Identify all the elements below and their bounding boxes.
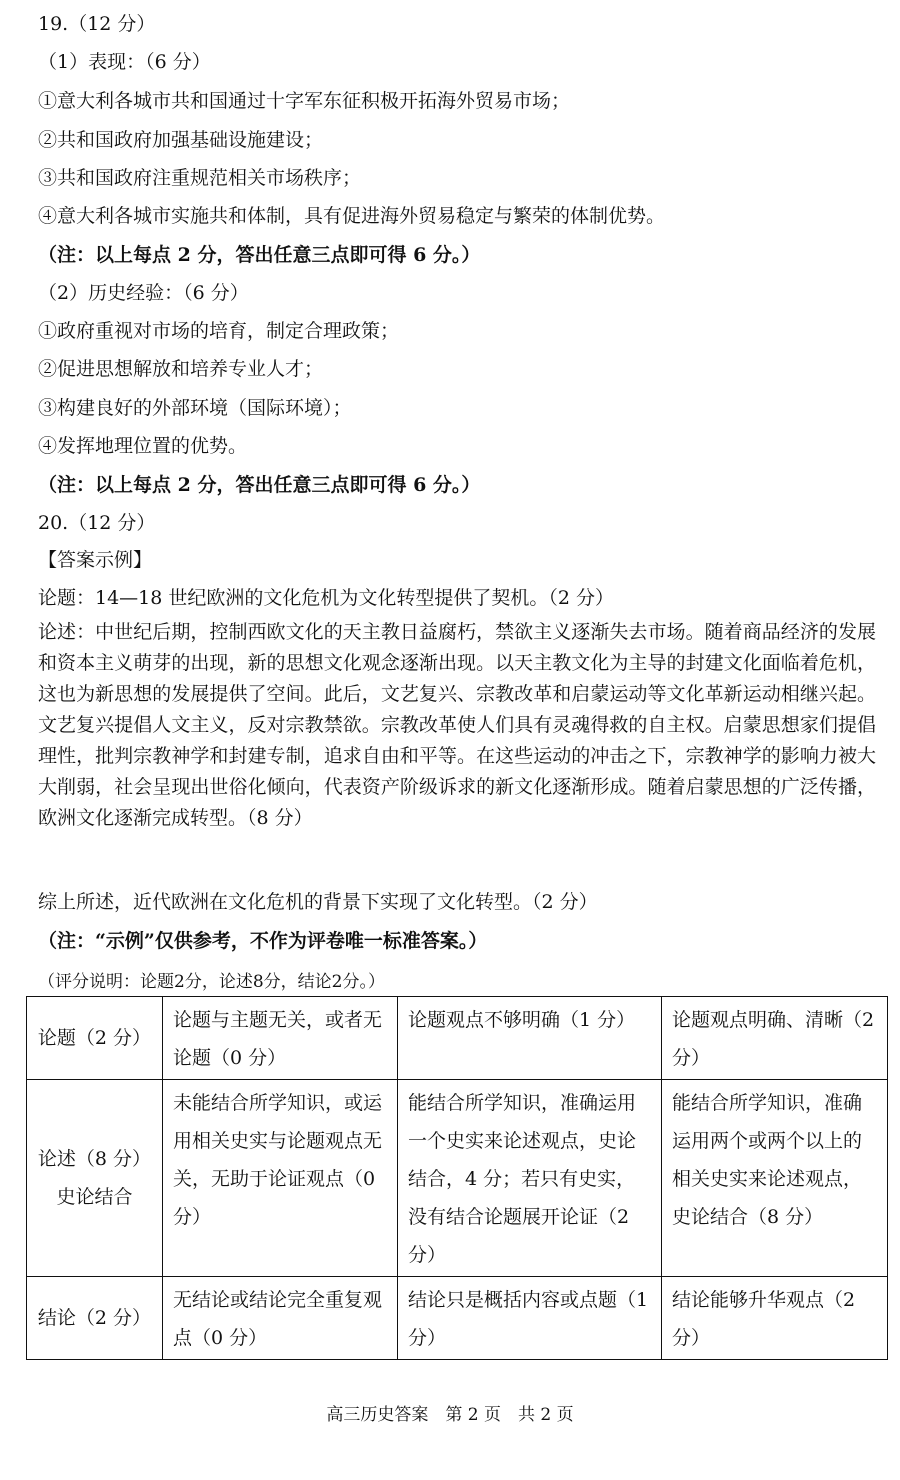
rubric-cell: 未能结合所学知识，或运用相关史实与论题观点无关，无助于论证观点（0 分） bbox=[163, 1080, 398, 1277]
q19-part1-point-2: ②共和国政府加强基础设施建设； bbox=[38, 129, 324, 151]
rubric-row-conclusion bbox=[27, 1277, 888, 1360]
rubric-cell: 无结论或结论完全重复观点（0 分） bbox=[163, 1277, 398, 1360]
q20-scoring-note: （评分说明：论题2分，论述8分，结论2分。） bbox=[38, 972, 385, 992]
rubric-cell: 结论能够升华观点（2 分） bbox=[662, 1277, 888, 1360]
q20-argument: 论述：中世纪后期，控制西欧文化的天主教日益腐朽，禁欲主义逐渐失去市场。随着商品经济的发展和资本主义萌芽的出现，新的思想文化观念逐渐出现。以天主教文化为主导的封建文化面临着危机，这也为新思想的发展提供了空间。此后，文艺复兴、宗教改革和启蒙运动等文化革新运动相继兴起。文艺复兴提倡人文主义，反对宗教禁欲。宗教改革使人们具有灵魂得救的自主权。启蒙思想家们提倡理性，批判宗教神学和封建专制，追求自由和平等。在这些运动的冲击之下，宗教神学的影响力被大大削弱，社会呈现出世俗化倾向，代表资产阶级诉求的新文化逐渐形成。随着启蒙思想的广泛传播，欧洲文化逐渐完成转型。（8 分） bbox=[38, 621, 876, 829]
rubric-cell: 能结合所学知识，准确运用两个或两个以上的相关史实来论述观点，史论结合（8 分） bbox=[662, 1080, 888, 1277]
q19-title: 19.（12 分） bbox=[38, 13, 156, 35]
page-footer: 高三历史答案 第 2 页 共 2 页 bbox=[326, 1405, 574, 1425]
q19-part2-title: （2）历史经验：（6 分） bbox=[38, 282, 249, 304]
rubric-cell: 论题观点不够明确（1 分） bbox=[398, 997, 662, 1080]
rubric-row-head: 结论（2 分） bbox=[27, 1277, 163, 1360]
rubric-cell: 结论只是概括内容或点题（1 分） bbox=[398, 1277, 662, 1360]
q20-thesis: 论题：14—18 世纪欧洲的文化危机为文化转型提供了契机。（2 分） bbox=[38, 587, 615, 609]
q19-part2-point-4: ④发挥地理位置的优势。 bbox=[38, 435, 248, 457]
q20-title: 20.（12 分） bbox=[38, 512, 156, 534]
q20-example-header: 【答案示例】 bbox=[38, 549, 153, 571]
rubric-row-thesis bbox=[27, 997, 888, 1080]
q19-part2-point-1: ①政府重视对市场的培育，制定合理政策； bbox=[38, 320, 400, 342]
q19-part2-point-2: ②促进思想解放和培养专业人才； bbox=[38, 358, 324, 380]
rubric-table bbox=[26, 996, 888, 1360]
q19-part2-point-3: ③构建良好的外部环境（国际环境）； bbox=[38, 397, 352, 419]
rubric-cell: 论题观点明确、清晰（2 分） bbox=[662, 997, 888, 1080]
q19-part1-title: （1）表现：（6 分） bbox=[38, 51, 211, 73]
q19-part1-point-4: ④意大利各城市实施共和体制，具有促进海外贸易稳定与繁荣的体制优势。 bbox=[38, 205, 666, 227]
q19-part1-point-1: ①意大利各城市共和国通过十字军东征积极开拓海外贸易市场； bbox=[38, 90, 571, 112]
rubric-cell: 论题与主题无关，或者无论题（0 分） bbox=[163, 997, 398, 1080]
q19-part2-note: （注：以上每点 2 分，答出任意三点即可得 6 分。） bbox=[38, 474, 481, 496]
q19-part1-point-3: ③共和国政府注重规范相关市场秩序； bbox=[38, 167, 362, 189]
rubric-row-head: 论题（2 分） bbox=[27, 997, 163, 1080]
rubric-row-head: 论述（8 分）史论结合 bbox=[27, 1080, 163, 1277]
q20-conclusion: 综上所述，近代欧洲在文化危机的背景下实现了文化转型。（2 分） bbox=[38, 891, 598, 913]
rubric-cell: 能结合所学知识，准确运用一个史实来论述观点，史论结合，4 分；若只有史实，没有结合论题展开论证（2 分） bbox=[398, 1080, 662, 1277]
q19-part1-note: （注：以上每点 2 分，答出任意三点即可得 6 分。） bbox=[38, 244, 481, 266]
rubric-row-argument bbox=[27, 1080, 888, 1277]
q20-note: （注：“示例”仅供参考，不作为评卷唯一标准答案。） bbox=[38, 930, 488, 952]
